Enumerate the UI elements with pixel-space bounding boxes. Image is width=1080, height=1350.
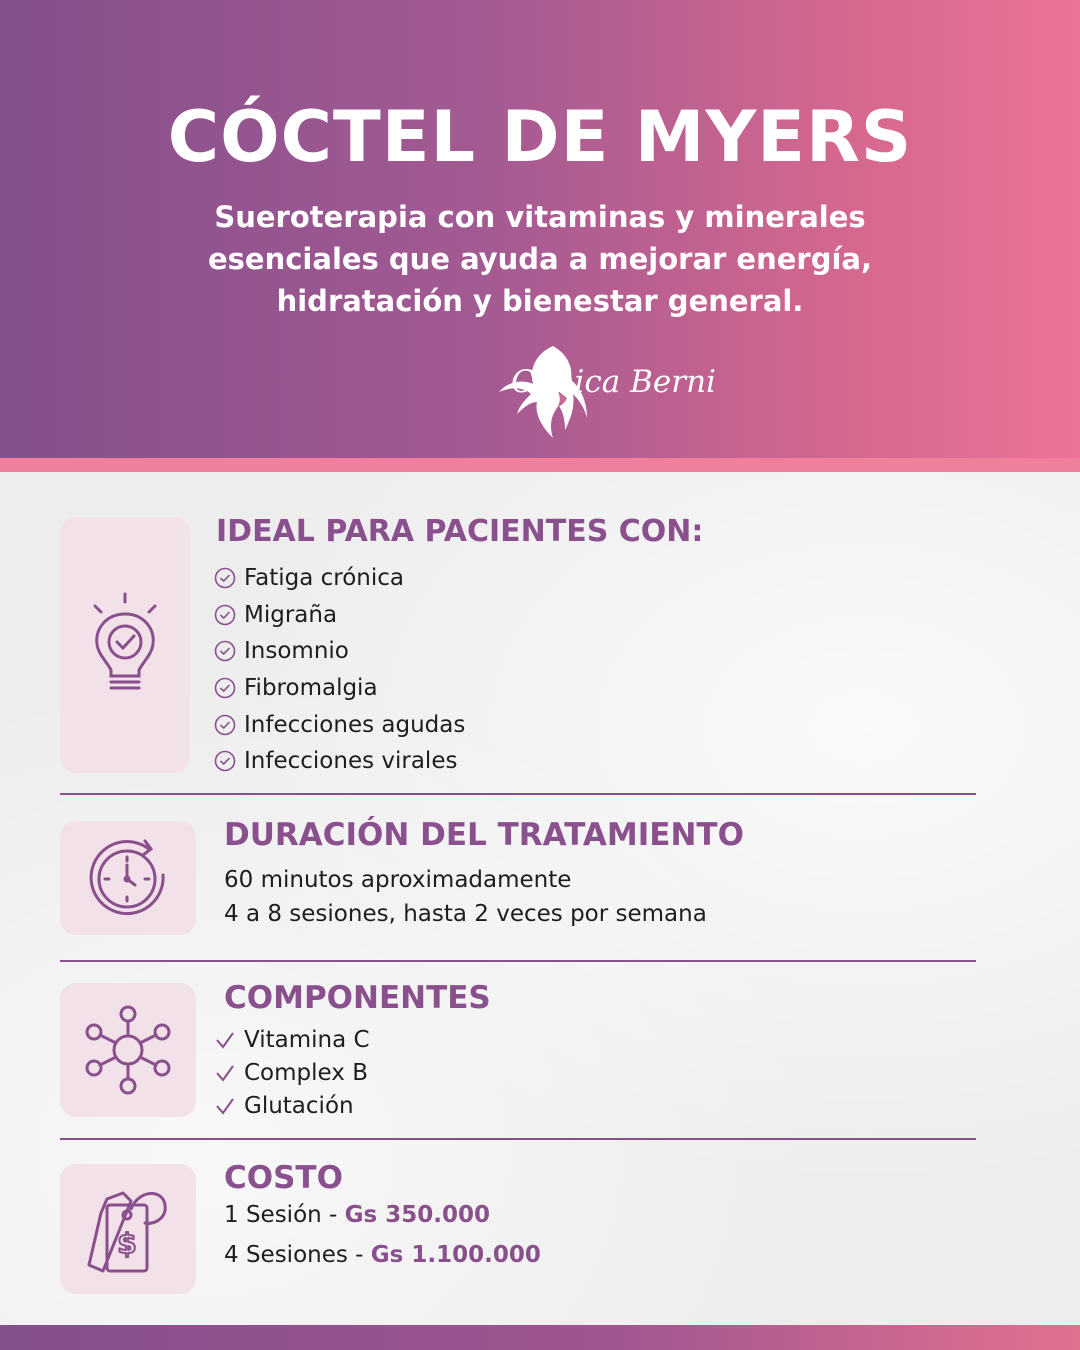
component-item-label: Glutación [244, 1092, 354, 1119]
check-circle-icon [214, 714, 236, 736]
list-item [214, 560, 465, 597]
ideal-item-label: Fatiga crónica [244, 565, 405, 592]
cost-row [224, 1242, 541, 1268]
ideal-item-label: Migraña [244, 601, 338, 628]
cost-section-title: COSTO [224, 1160, 343, 1196]
ideal-item-label: Insomnio [244, 638, 349, 665]
list-item [214, 670, 465, 707]
svg-text:$: $ [117, 1227, 137, 1260]
ideal-section-title: IDEAL PARA PACIENTES CON: [216, 514, 704, 549]
header-stripe [0, 458, 1080, 472]
cost-row [224, 1202, 490, 1228]
check-circle-icon [214, 677, 236, 699]
list-item [214, 1056, 370, 1089]
clock-icon [83, 833, 173, 923]
price-tag-icon [83, 1179, 173, 1279]
section-divider [60, 960, 976, 962]
ideal-list [214, 560, 465, 780]
check-circle-icon [214, 604, 236, 626]
brand-logo [405, 340, 716, 445]
duration-line: 60 minutos aproximadamente [224, 867, 572, 893]
component-item-label: Complex B [244, 1059, 368, 1086]
molecule-icon [83, 1005, 173, 1095]
component-item-label: Vitamina C [244, 1026, 370, 1053]
components-section-title: COMPONENTES [224, 980, 491, 1016]
footer-bar [0, 1325, 1080, 1350]
cost-label: 1 Sesión - [224, 1202, 345, 1228]
check-icon [214, 1062, 236, 1084]
ideal-item-label: Fibromalgia [244, 675, 378, 702]
cost-price: Gs 350.000 [344, 1202, 490, 1228]
page-subtitle: Sueroterapia con vitaminas y minerales esenciales que ayuda a mejorar energía, hidratación y bienestar general. [208, 200, 872, 318]
check-circle-icon [214, 640, 236, 662]
list-item [214, 743, 465, 780]
lightbulb-check-icon [85, 590, 165, 700]
section-divider [60, 1138, 976, 1140]
cost-label: 4 Sesiones - [224, 1242, 371, 1268]
page-title: CÓCTEL DE MYERS [167, 96, 913, 178]
brand-name: Clínica Berni [511, 364, 716, 400]
section-divider [60, 793, 976, 795]
check-circle-icon [214, 567, 236, 589]
check-icon [214, 1095, 236, 1117]
ideal-item-label: Infecciones virales [244, 748, 458, 775]
ideal-item-label: Infecciones agudas [244, 711, 466, 738]
header-banner [0, 0, 1080, 460]
list-item [214, 633, 465, 670]
duration-icon-box [60, 821, 196, 935]
ideal-icon-box [60, 517, 190, 773]
cost-icon-box [60, 1164, 196, 1294]
check-icon [214, 1029, 236, 1051]
components-icon-box [60, 983, 196, 1117]
duration-line: 4 a 8 sesiones, hasta 2 veces por semana [224, 901, 707, 927]
list-item [214, 706, 465, 743]
list-item [214, 1023, 370, 1056]
duration-section-title: DURACIÓN DEL TRATAMIENTO [224, 817, 744, 853]
list-item [214, 1089, 370, 1122]
cost-price: Gs 1.100.000 [370, 1242, 541, 1268]
list-item [214, 597, 465, 634]
check-circle-icon [214, 750, 236, 772]
components-list [214, 1023, 370, 1122]
